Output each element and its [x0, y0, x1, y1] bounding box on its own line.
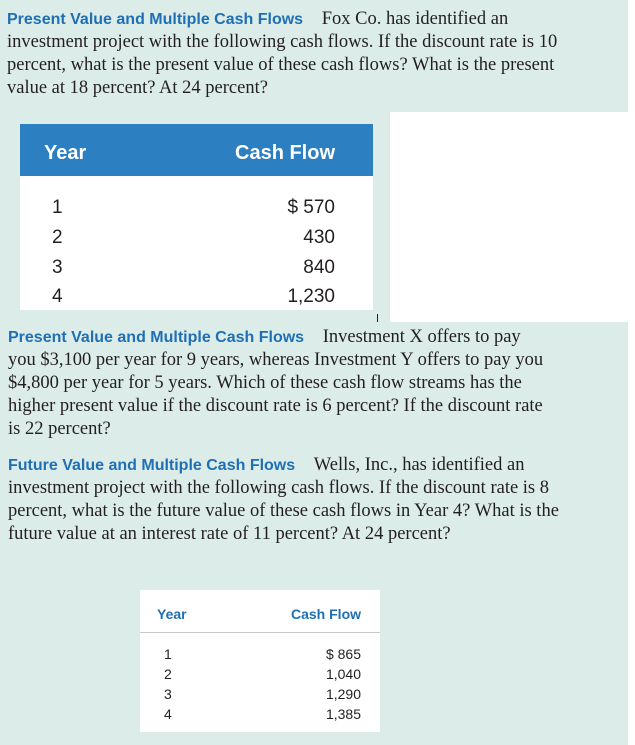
- problem-3-line: Wells, Inc., has identified an: [313, 455, 525, 475]
- year-cell: 1: [52, 197, 63, 218]
- problem-1-block: [0, 0, 628, 112]
- cash-flow-cell: 430: [303, 227, 335, 248]
- problem-3-heading: Future Value and Multiple Cash Flows: [8, 457, 296, 474]
- problem-1-line: percent, what is the present value of these cash flows? What is the present: [7, 55, 555, 75]
- year-cell: 2: [164, 666, 172, 682]
- year-cell: 3: [52, 257, 63, 278]
- year-column-header: Year: [157, 606, 187, 622]
- problem-2-3-block: [0, 322, 628, 745]
- problem-2-line: you $3,100 per year for 9 years, whereas Investment Y offers to pay you: [8, 350, 544, 370]
- problem-3-line: investment project with the following cash flows. If the discount rate is 8: [8, 478, 550, 498]
- cash-flow-cell: 1,385: [325, 706, 361, 722]
- cash-flow-cell: 840: [303, 257, 335, 278]
- problem-3-paragraph: [8, 454, 559, 546]
- year-cell: 1: [164, 646, 172, 662]
- cash-flow-cell: $ 570: [287, 197, 335, 218]
- problem-1-line: Fox Co. has identified an: [321, 9, 509, 29]
- cash-flow-cell: 1,230: [287, 286, 335, 307]
- year-cell: 4: [164, 706, 172, 722]
- cash-flow-cell: 1,290: [325, 686, 361, 702]
- problem-2-line: $4,800 per year for 5 years. Which of these cash flow streams has the: [8, 373, 522, 393]
- problem-1-table: [20, 124, 373, 310]
- problem-2-line: higher present value if the discount rate is 6 percent? If the discount rate: [8, 396, 543, 416]
- problem-1-heading: Present Value and Multiple Cash Flows: [7, 11, 304, 28]
- cash-flow-column-header: Cash Flow: [235, 142, 336, 164]
- year-cell: 3: [164, 686, 172, 702]
- problem-3-line: future value at an interest rate of 11 percent? At 24 percent?: [8, 524, 451, 544]
- problem-1-paragraph: [7, 8, 628, 100]
- problem-1-line: value at 18 percent? At 24 percent?: [7, 78, 268, 98]
- year-column-header: Year: [44, 142, 87, 164]
- problem-2-paragraph: [8, 326, 543, 441]
- problem-2-line: Investment X offers to pay: [322, 327, 521, 347]
- problem-1-table-header: [20, 124, 373, 176]
- problem-3-line: percent, what is the future value of these cash flows in Year 4? What is the: [8, 501, 559, 521]
- cash-flow-cell: $ 865: [325, 646, 361, 662]
- problem-2-heading: Present Value and Multiple Cash Flows: [8, 329, 305, 346]
- year-cell: 2: [52, 227, 63, 248]
- problem-3-table: [140, 590, 380, 732]
- cash-flow-column-header: Cash Flow: [291, 606, 362, 622]
- cash-flow-cell: 1,040: [325, 666, 361, 682]
- problem-1-line: investment project with the following cash flows. If the discount rate is 10: [7, 32, 558, 52]
- problem-2-line: is 22 percent?: [8, 419, 111, 439]
- problem-3-table-header: [140, 590, 380, 633]
- year-cell: 4: [52, 286, 63, 307]
